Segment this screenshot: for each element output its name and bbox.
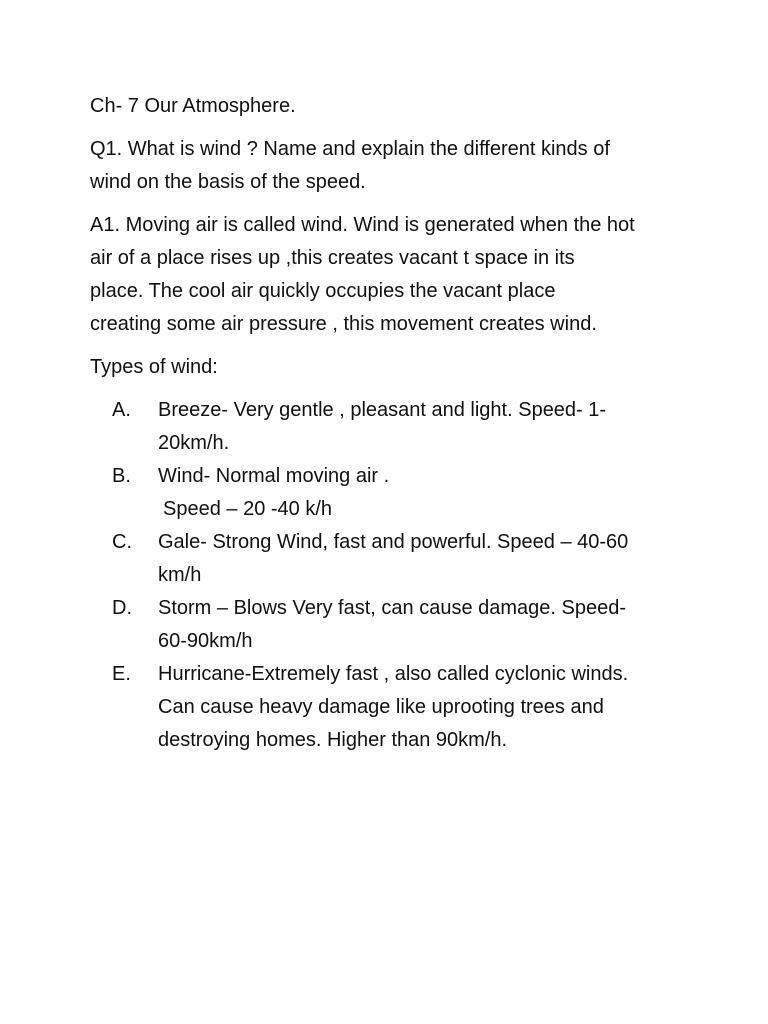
- list-marker: E.: [112, 663, 131, 685]
- list-item-line: destroying homes. Higher than 90km/h.: [158, 729, 508, 751]
- list-item-line: Breeze- Very gentle , pleasant and light. Speed- 1-: [158, 399, 607, 421]
- list-item-line: 20km/h.: [158, 432, 230, 454]
- question-line: wind on the basis of the speed.: [90, 171, 366, 193]
- list-item-line: Gale- Strong Wind, fast and powerful. Speed – 40-60: [158, 531, 629, 553]
- list-item: [90, 394, 690, 460]
- wind-types-list: [90, 394, 690, 757]
- list-item: [90, 460, 690, 526]
- list-item-line: Speed – 20 -40 k/h: [163, 498, 333, 520]
- list-item-line: Hurricane-Extremely fast , also called cyclonic winds.: [158, 663, 629, 685]
- document-content: [90, 90, 690, 757]
- question-paragraph: [90, 133, 690, 199]
- list-marker: C.: [112, 531, 132, 553]
- types-heading-text: Types of wind:: [90, 356, 218, 378]
- question-line: Q1. What is wind ? Name and explain the different kinds of: [90, 138, 610, 160]
- list-marker: D.: [112, 597, 132, 619]
- list-item-text: [158, 460, 690, 526]
- list-item-text: [158, 526, 690, 592]
- answer-line: creating some air pressure , this movement creates wind.: [90, 313, 597, 335]
- list-item: [90, 526, 690, 592]
- answer-paragraph: [90, 209, 690, 341]
- list-item-text: [158, 394, 690, 460]
- answer-line: A1. Moving air is called wind. Wind is generated when the hot: [90, 214, 635, 236]
- list-item-line: Can cause heavy damage like uprooting trees and: [158, 696, 604, 718]
- answer-line: place. The cool air quickly occupies the vacant place: [90, 280, 556, 302]
- types-heading: [90, 351, 690, 384]
- list-item: [90, 658, 690, 757]
- list-marker: B.: [112, 465, 131, 487]
- list-item-text: [158, 658, 690, 757]
- list-marker: A.: [112, 399, 131, 421]
- list-item: [90, 592, 690, 658]
- chapter-title-text: Ch- 7 Our Atmosphere.: [90, 95, 296, 117]
- list-item-text: [158, 592, 690, 658]
- list-item-line: Storm – Blows Very fast, can cause damage. Speed-: [158, 597, 627, 619]
- list-item-line: 60-90km/h: [158, 630, 253, 652]
- list-item-line: km/h: [158, 564, 202, 586]
- answer-line: air of a place rises up ,this creates vacant t space in its: [90, 247, 575, 269]
- list-item-line: Wind- Normal moving air .: [158, 465, 390, 487]
- chapter-title: [90, 90, 690, 123]
